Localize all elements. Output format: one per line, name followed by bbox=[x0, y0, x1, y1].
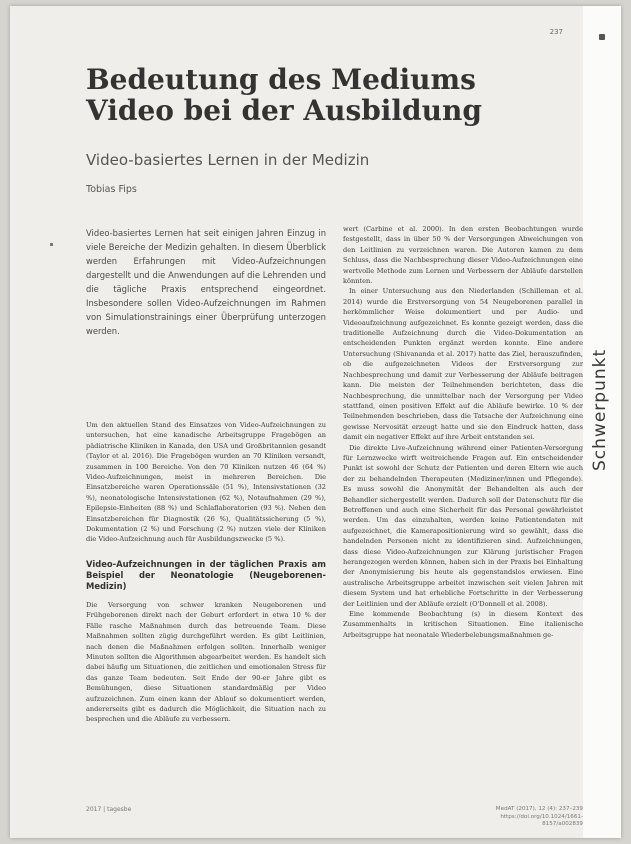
article-subtitle: Video-basiertes Lernen in der Medizin bbox=[86, 151, 370, 169]
right-column bbox=[343, 224, 583, 640]
article-author: Tobias Fips bbox=[86, 184, 137, 195]
section-side-tab bbox=[583, 6, 621, 838]
paragraph: wert (Carbine et al. 2000). In den ersten Beobachtungen wurde festgestellt, dass in über 50 % der Versorgungen Abweichungen von den Leitlinien zu verzeichnen waren. Die Autoren kamen zu dem Schluss, dass die Nachbesprechung dieser Video-Aufzeichnungen eine wertvolle Methode zum Lernen und Verbessern der Abläufe darstellen könnten. bbox=[343, 225, 583, 286]
section-heading: Video-Aufzeichnungen in der täglichen Praxis am Beispiel der Neonatologie (Neugeborenen-Medizin) bbox=[86, 558, 326, 591]
tab-marker-icon bbox=[599, 34, 605, 40]
journal-page bbox=[10, 6, 621, 838]
footer-doi: https://doi.org/10.1024/1661-8157/a002839 bbox=[500, 813, 583, 827]
footer-publisher: 2017 | tagesbe bbox=[86, 806, 132, 813]
paragraph: In einer Untersuchung aus den Niederlanden (Schilleman et al. 2014) wurde die Erstversorgung von 54 Neugeborenen parallel in herkömmlicher Weise dokumentiert und per Audio- und Videoaufzeichnung aufgezeichnet. Es konnte gezeigt werden, dass die traditionelle Aufzeichnung durch die Video-Dokumentation an entscheidenden Punkten ergänzt werden konnte. Eine andere Untersuchung (Shivananda et al. 2017) hatte das Ziel, herauszufinden, ob die aufgezeichneten Videos der Erstversorgung zur Nachbesprechung und damit zur Verbesserung der Abläufe beitragen kann. Die meisten der Teilnehmenden berichteten, dass die Nachbesprechung, die unmittelbar nach der Versorgung per Video stattfand, einen positiven Effekt auf die Abläufe bewirke. 10 % der Teilnehmenden beschrieben, dass die Tatsache der Aufzeichnung eine gewisse Nervosität erzeugt hatte und sie den Eindruck hatten, dass damit ein negativer Effekt auf ihre Arbeit entstanden sei. bbox=[343, 287, 583, 442]
paragraph: Eine kommende Beobachtung (s) in diesem Kontext des Zusammenhalts in kritischen Situationen. Eine italienische Arbeitsgruppe hat neonatale Wiederbelebungsmaßnahmen ge- bbox=[343, 610, 583, 639]
footer-citation bbox=[465, 806, 583, 829]
left-column bbox=[86, 420, 326, 725]
page-number: 237 bbox=[549, 28, 563, 36]
article-title: Bedeutung des Mediums Video bei der Ausbildung bbox=[86, 63, 482, 127]
paragraph: Um den aktuellen Stand des Einsatzes von Video-Aufzeichnungen zu untersuchen, hat eine kanadische Arbeitsgruppe Fragebögen an pädiatrische Kliniken in Kanada, den USA und Großbritannien gesandt (Taylor et al. 2016). Die Fragebögen wurden an 70 Kliniken versandt, zusammen in 100 Bereiche. Von den 70 Kliniken nutzen 46 (64 %) Video-Aufzeichnungen, meist in mehreren Bereichen. Die Einsatzbereiche waren Operationssäle (51 %), Intensivstationen (32 %), neonatologische Intensivstationen (62 %), Notaufnahmen (29 %), Epilepsie-Einheiten (88 %) und Schlaflaboratorien (93 %). Neben den Einsatzbereichen für Diagnostik (26 %), Qualitätssicherung (5 %), Dokumentation (2 %) und Forschung (2 %) nutzen viele der Kliniken die Video-Aufzeichnung auch für Ausbildungszwecke (5 %). bbox=[86, 421, 326, 544]
article-abstract: Video-basiertes Lernen hat seit einigen Jahren Einzug in viele Bereiche der Medizin gehalten. In diesem Überblick werden Erfahrungen mit Video-Aufzeichnungen dargestellt und die Anwendungen auf die Lehrenden und die tägliche Praxis entsprechend eingeordnet. Insbesondere sollen Video-Aufzeichnungen im Rahmen von Simulationstrainings einer Überprüfung unterzogen werden. bbox=[86, 228, 326, 336]
paragraph: Die direkte Live-Aufzeichnung während einer Patienten-Versorgung für Lernzwecke wirft weitreichende Fragen auf. Ein entscheidender Punkt ist sowohl der Schutz der Patienten und deren Eltern wie auch der zu behandelnden Therapeuten (Mediziner/innen und Pflegende). Es muss sowohl die Anonymität der Behandelten als auch der Behandler sichergestellt werden. Dadurch soll der Datenschutz für die Betroffenen und auch eine Sicherheit für das Personal gewährleistet werden. Um das einzuhalten, werden keine Patientendaten mit aufgezeichnet, die Kamerapositionierung wird so gewählt, dass die handelnden Personen nicht zu identifizieren sind. Aufzeichnungen, dass diese Video-Aufzeichnungen zur Klärung juristischer Fragen herangezogen werden können, haben sich in der Praxis bei Einhaltung der Anonymisierung bis heute als gegenstandslos erwiesen. Eine australische Arbeitsgruppe arbeitet inzwischen seit vielen Jahren mit diesem System und hat erhebliche Fortschritte in der Verbesserung der Leitlinien und der Abläufe erzielt (O'Donnell et al. 2008). bbox=[343, 443, 583, 608]
footer-journal-ref: MedAT (2017), 12 (4): 237–239 bbox=[495, 806, 583, 812]
paragraph: Die Versorgung von schwer kranken Neugeborenen und Frühgeborenen direkt nach der Geburt erfordert in etwa 10 % der Fälle rasche Maßnahmen durch das betreuende Team. Diese Maßnahmen sollten zügig durchgeführt werden. Es gibt Leitlinien, nach denen die Maßnahmen erfolgen sollten. Innerhalb weniger Minuten sollten die Algorithmen abgearbeitet werden. Es handelt sich dabei häufig um Situationen, die zeitlichen und emotionalen Stress für das ganze Team bedeuten. Seit Ende der 90-er Jahre gibt es Bemühungen, diese Situationen standardmäßig per Video aufzuzeichnen. Zum einen kann der Ablauf so dokumentiert werden, andererseits gibt es dadurch die Möglichkeit, die Situation nach zu besprechen und die Abläufe zu verbessern. bbox=[86, 600, 326, 724]
scan-mark bbox=[50, 243, 53, 246]
section-label: Schwerpunkt bbox=[590, 348, 610, 471]
